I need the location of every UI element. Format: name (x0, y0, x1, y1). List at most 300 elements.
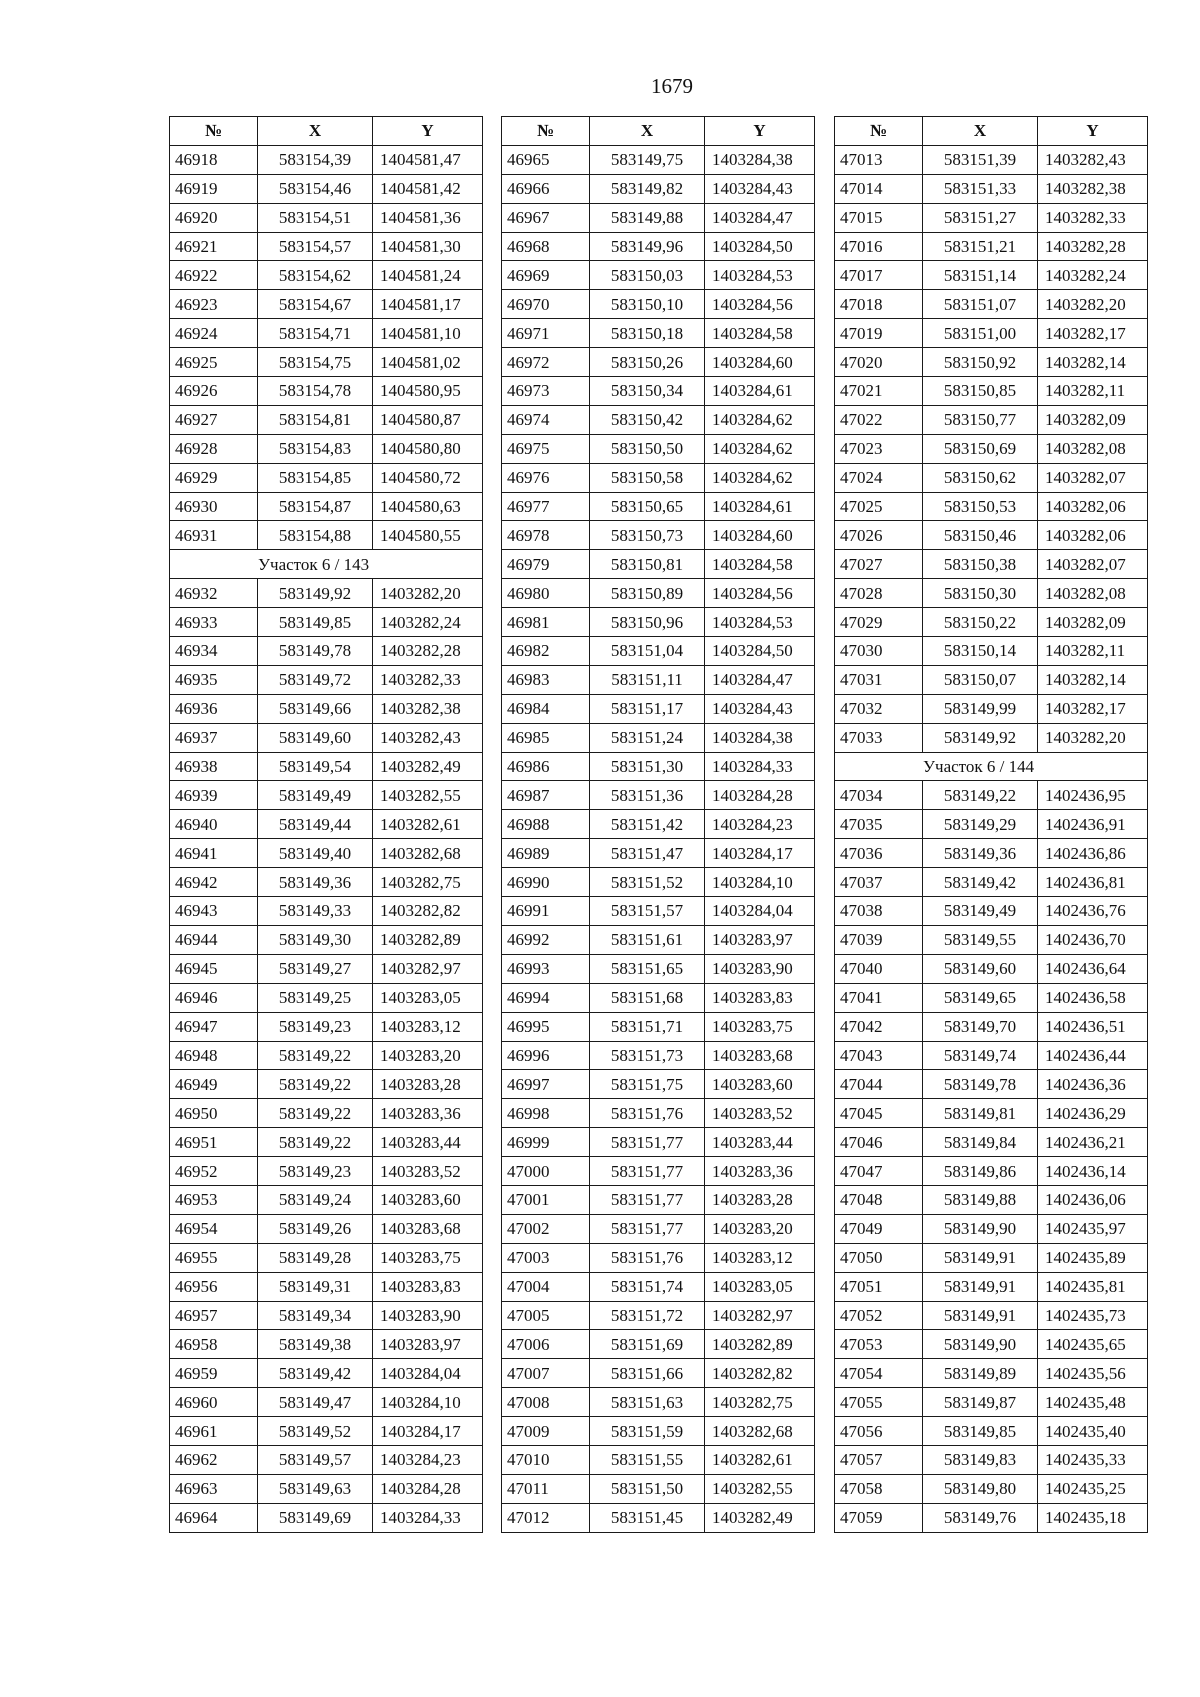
table-row (835, 983, 1148, 1012)
x-coordinate-cell: 583149,25 (258, 983, 373, 1012)
x-coordinate-cell: 583151,68 (590, 983, 705, 1012)
table-row (835, 174, 1148, 203)
x-coordinate-cell: 583151,17 (590, 694, 705, 723)
y-coordinate-cell: 1404580,55 (373, 521, 483, 550)
point-number-cell: 46946 (170, 983, 258, 1012)
x-coordinate-cell: 583154,46 (258, 174, 373, 203)
x-coordinate-cell: 583149,36 (923, 839, 1038, 868)
point-number-cell: 46979 (502, 550, 590, 579)
column-header-x: X (923, 117, 1038, 146)
y-coordinate-cell: 1403282,55 (705, 1474, 815, 1503)
point-number-cell: 46983 (502, 665, 590, 694)
x-coordinate-cell: 583149,22 (923, 781, 1038, 810)
x-coordinate-cell: 583151,77 (590, 1128, 705, 1157)
table-row (502, 1157, 815, 1186)
point-number-cell: 46991 (502, 897, 590, 926)
x-coordinate-cell: 583150,26 (590, 348, 705, 377)
table-row (835, 781, 1148, 810)
y-coordinate-cell: 1403282,24 (373, 608, 483, 637)
x-coordinate-cell: 583149,42 (258, 1359, 373, 1388)
point-number-cell: 46924 (170, 319, 258, 348)
table-row (502, 290, 815, 319)
x-coordinate-cell: 583150,07 (923, 665, 1038, 694)
point-number-cell: 46952 (170, 1157, 258, 1186)
table-row (170, 1012, 483, 1041)
y-coordinate-cell: 1403283,44 (373, 1128, 483, 1157)
y-coordinate-cell: 1403284,62 (705, 434, 815, 463)
x-coordinate-cell: 583154,39 (258, 145, 373, 174)
x-coordinate-cell: 583149,86 (923, 1157, 1038, 1186)
point-number-cell: 47047 (835, 1157, 923, 1186)
y-coordinate-cell: 1403282,97 (705, 1301, 815, 1330)
x-coordinate-cell: 583151,21 (923, 232, 1038, 261)
y-coordinate-cell: 1402435,33 (1038, 1445, 1148, 1474)
point-number-cell: 47055 (835, 1388, 923, 1417)
y-coordinate-cell: 1403282,33 (1038, 203, 1148, 232)
y-coordinate-cell: 1403283,52 (373, 1157, 483, 1186)
x-coordinate-cell: 583149,63 (258, 1474, 373, 1503)
y-coordinate-cell: 1403282,55 (373, 781, 483, 810)
table-row (502, 1301, 815, 1330)
point-number-cell: 47058 (835, 1474, 923, 1503)
x-coordinate-cell: 583149,22 (258, 1041, 373, 1070)
x-coordinate-cell: 583151,14 (923, 261, 1038, 290)
column-header-x: X (258, 117, 373, 146)
y-coordinate-cell: 1403283,20 (705, 1214, 815, 1243)
x-coordinate-cell: 583149,81 (923, 1099, 1038, 1128)
y-coordinate-cell: 1404580,87 (373, 405, 483, 434)
point-number-cell: 47001 (502, 1185, 590, 1214)
y-coordinate-cell: 1403282,68 (705, 1417, 815, 1446)
x-coordinate-cell: 583149,78 (923, 1070, 1038, 1099)
table-row (170, 1503, 483, 1532)
x-coordinate-cell: 583149,29 (923, 810, 1038, 839)
table-row (835, 637, 1148, 666)
x-coordinate-cell: 583154,51 (258, 203, 373, 232)
table-row (502, 1272, 815, 1301)
x-coordinate-cell: 583150,22 (923, 608, 1038, 637)
table-row (502, 839, 815, 868)
point-number-cell: 47052 (835, 1301, 923, 1330)
point-number-cell: 46942 (170, 868, 258, 897)
point-number-cell: 46958 (170, 1330, 258, 1359)
table-row (835, 377, 1148, 406)
point-number-cell: 46949 (170, 1070, 258, 1099)
x-coordinate-cell: 583149,85 (258, 608, 373, 637)
y-coordinate-cell: 1403282,28 (373, 637, 483, 666)
table-row (502, 897, 815, 926)
point-number-cell: 46922 (170, 261, 258, 290)
x-coordinate-cell: 583150,42 (590, 405, 705, 434)
point-number-cell: 47045 (835, 1099, 923, 1128)
x-coordinate-cell: 583151,77 (590, 1214, 705, 1243)
x-coordinate-cell: 583150,50 (590, 434, 705, 463)
x-coordinate-cell: 583151,00 (923, 319, 1038, 348)
point-number-cell: 46967 (502, 203, 590, 232)
table-row (835, 839, 1148, 868)
point-number-cell: 46961 (170, 1417, 258, 1446)
x-coordinate-cell: 583149,90 (923, 1214, 1038, 1243)
table-row (170, 983, 483, 1012)
y-coordinate-cell: 1403282,17 (1038, 694, 1148, 723)
table-row (502, 1128, 815, 1157)
y-coordinate-cell: 1403282,89 (705, 1330, 815, 1359)
table-row (835, 319, 1148, 348)
x-coordinate-cell: 583149,65 (923, 983, 1038, 1012)
y-coordinate-cell: 1403284,28 (373, 1474, 483, 1503)
y-coordinate-cell: 1404581,24 (373, 261, 483, 290)
x-coordinate-cell: 583151,72 (590, 1301, 705, 1330)
table-row (835, 1301, 1148, 1330)
point-number-cell: 47024 (835, 463, 923, 492)
y-coordinate-cell: 1403284,04 (705, 897, 815, 926)
table-row (170, 174, 483, 203)
table-row (170, 723, 483, 752)
table-row (502, 1330, 815, 1359)
x-coordinate-cell: 583149,52 (258, 1417, 373, 1446)
y-coordinate-cell: 1403284,56 (705, 290, 815, 319)
y-coordinate-cell: 1403284,47 (705, 665, 815, 694)
point-number-cell: 47011 (502, 1474, 590, 1503)
table-row (835, 1503, 1148, 1532)
point-number-cell: 47028 (835, 579, 923, 608)
point-number-cell: 46959 (170, 1359, 258, 1388)
x-coordinate-cell: 583149,57 (258, 1445, 373, 1474)
x-coordinate-cell: 583149,91 (923, 1301, 1038, 1330)
x-coordinate-cell: 583149,49 (258, 781, 373, 810)
y-coordinate-cell: 1403284,43 (705, 694, 815, 723)
table-row (502, 1099, 815, 1128)
x-coordinate-cell: 583149,82 (590, 174, 705, 203)
y-coordinate-cell: 1403283,52 (705, 1099, 815, 1128)
column-header-number: № (170, 117, 258, 146)
point-number-cell: 46938 (170, 752, 258, 781)
y-coordinate-cell: 1402436,06 (1038, 1185, 1148, 1214)
y-coordinate-cell: 1402436,64 (1038, 954, 1148, 983)
x-coordinate-cell: 583150,62 (923, 463, 1038, 492)
x-coordinate-cell: 583149,54 (258, 752, 373, 781)
point-number-cell: 47044 (835, 1070, 923, 1099)
y-coordinate-cell: 1404581,10 (373, 319, 483, 348)
point-number-cell: 47000 (502, 1157, 590, 1186)
table-row (170, 232, 483, 261)
point-number-cell: 47040 (835, 954, 923, 983)
x-coordinate-cell: 583150,69 (923, 434, 1038, 463)
x-coordinate-cell: 583151,59 (590, 1417, 705, 1446)
y-coordinate-cell: 1403283,60 (705, 1070, 815, 1099)
y-coordinate-cell: 1402436,70 (1038, 925, 1148, 954)
point-number-cell: 46996 (502, 1041, 590, 1070)
y-coordinate-cell: 1402436,36 (1038, 1070, 1148, 1099)
table-row (502, 1503, 815, 1532)
point-number-cell: 46962 (170, 1445, 258, 1474)
y-coordinate-cell: 1403283,83 (705, 983, 815, 1012)
table-row (835, 1070, 1148, 1099)
table-row (502, 232, 815, 261)
y-coordinate-cell: 1403282,82 (373, 897, 483, 926)
point-number-cell: 46985 (502, 723, 590, 752)
table-row (502, 1474, 815, 1503)
y-coordinate-cell: 1404581,42 (373, 174, 483, 203)
point-number-cell: 46939 (170, 781, 258, 810)
point-number-cell: 46929 (170, 463, 258, 492)
point-number-cell: 46923 (170, 290, 258, 319)
y-coordinate-cell: 1403282,20 (1038, 290, 1148, 319)
table-row (502, 1359, 815, 1388)
y-coordinate-cell: 1403282,61 (705, 1445, 815, 1474)
x-coordinate-cell: 583151,33 (923, 174, 1038, 203)
table-row (502, 377, 815, 406)
x-coordinate-cell: 583149,70 (923, 1012, 1038, 1041)
x-coordinate-cell: 583149,91 (923, 1243, 1038, 1272)
point-number-cell: 47048 (835, 1185, 923, 1214)
y-coordinate-cell: 1403283,60 (373, 1185, 483, 1214)
point-number-cell: 46981 (502, 608, 590, 637)
point-number-cell: 47019 (835, 319, 923, 348)
x-coordinate-cell: 583151,39 (923, 145, 1038, 174)
point-number-cell: 47059 (835, 1503, 923, 1532)
y-coordinate-cell: 1403282,06 (1038, 492, 1148, 521)
x-coordinate-cell: 583151,76 (590, 1099, 705, 1128)
y-coordinate-cell: 1402436,51 (1038, 1012, 1148, 1041)
table-row (502, 405, 815, 434)
y-coordinate-cell: 1403282,82 (705, 1359, 815, 1388)
point-number-cell: 47018 (835, 290, 923, 319)
y-coordinate-cell: 1402435,81 (1038, 1272, 1148, 1301)
point-number-cell: 46947 (170, 1012, 258, 1041)
table-header-row (835, 117, 1148, 146)
y-coordinate-cell: 1403282,11 (1038, 377, 1148, 406)
table-row (835, 290, 1148, 319)
y-coordinate-cell: 1402435,97 (1038, 1214, 1148, 1243)
table-row (502, 319, 815, 348)
y-coordinate-cell: 1403283,68 (705, 1041, 815, 1070)
point-number-cell: 46920 (170, 203, 258, 232)
point-number-cell: 46941 (170, 839, 258, 868)
table-row (170, 752, 483, 781)
table-row (170, 1330, 483, 1359)
x-coordinate-cell: 583149,55 (923, 925, 1038, 954)
y-coordinate-cell: 1403283,28 (373, 1070, 483, 1099)
table-row (835, 492, 1148, 521)
section-row (835, 752, 1148, 781)
y-coordinate-cell: 1403282,07 (1038, 550, 1148, 579)
x-coordinate-cell: 583151,47 (590, 839, 705, 868)
table-row (170, 665, 483, 694)
table-row (502, 1243, 815, 1272)
x-coordinate-cell: 583149,92 (923, 723, 1038, 752)
x-coordinate-cell: 583154,57 (258, 232, 373, 261)
table-row (502, 348, 815, 377)
y-coordinate-cell: 1403284,38 (705, 145, 815, 174)
point-number-cell: 46921 (170, 232, 258, 261)
y-coordinate-cell: 1403282,75 (705, 1388, 815, 1417)
x-coordinate-cell: 583149,66 (258, 694, 373, 723)
y-coordinate-cell: 1403283,75 (705, 1012, 815, 1041)
point-number-cell: 46927 (170, 405, 258, 434)
x-coordinate-cell: 583149,84 (923, 1128, 1038, 1157)
x-coordinate-cell: 583150,81 (590, 550, 705, 579)
x-coordinate-cell: 583149,40 (258, 839, 373, 868)
x-coordinate-cell: 583150,30 (923, 579, 1038, 608)
y-coordinate-cell: 1403283,90 (373, 1301, 483, 1330)
point-number-cell: 47032 (835, 694, 923, 723)
point-number-cell: 46937 (170, 723, 258, 752)
point-number-cell: 46999 (502, 1128, 590, 1157)
point-number-cell: 47010 (502, 1445, 590, 1474)
point-number-cell: 46972 (502, 348, 590, 377)
point-number-cell: 46944 (170, 925, 258, 954)
x-coordinate-cell: 583149,42 (923, 868, 1038, 897)
y-coordinate-cell: 1403282,11 (1038, 637, 1148, 666)
point-number-cell: 46932 (170, 579, 258, 608)
x-coordinate-cell: 583151,63 (590, 1388, 705, 1417)
table-row (502, 550, 815, 579)
table-row (502, 1070, 815, 1099)
y-coordinate-cell: 1403282,49 (373, 752, 483, 781)
x-coordinate-cell: 583149,92 (258, 579, 373, 608)
y-coordinate-cell: 1403284,61 (705, 377, 815, 406)
point-number-cell: 46978 (502, 521, 590, 550)
table-row (502, 1388, 815, 1417)
table-row (170, 1041, 483, 1070)
point-number-cell: 47035 (835, 810, 923, 839)
point-number-cell: 47043 (835, 1041, 923, 1070)
x-coordinate-cell: 583154,62 (258, 261, 373, 290)
x-coordinate-cell: 583149,38 (258, 1330, 373, 1359)
point-number-cell: 47034 (835, 781, 923, 810)
table-row (170, 1388, 483, 1417)
point-number-cell: 47021 (835, 377, 923, 406)
table-row (170, 290, 483, 319)
x-coordinate-cell: 583151,61 (590, 925, 705, 954)
x-coordinate-cell: 583150,38 (923, 550, 1038, 579)
table-row (502, 1041, 815, 1070)
x-coordinate-cell: 583154,88 (258, 521, 373, 550)
table-row (170, 463, 483, 492)
table-row (170, 1417, 483, 1446)
point-number-cell: 46925 (170, 348, 258, 377)
y-coordinate-cell: 1403282,07 (1038, 463, 1148, 492)
x-coordinate-cell: 583151,30 (590, 752, 705, 781)
x-coordinate-cell: 583150,65 (590, 492, 705, 521)
point-number-cell: 46936 (170, 694, 258, 723)
table-row (502, 261, 815, 290)
table-row (170, 579, 483, 608)
y-coordinate-cell: 1403284,10 (373, 1388, 483, 1417)
x-coordinate-cell: 583150,58 (590, 463, 705, 492)
x-coordinate-cell: 583149,69 (258, 1503, 373, 1532)
x-coordinate-cell: 583149,22 (258, 1128, 373, 1157)
x-coordinate-cell: 583151,76 (590, 1243, 705, 1272)
table-row (170, 897, 483, 926)
point-number-cell: 47002 (502, 1214, 590, 1243)
x-coordinate-cell: 583150,77 (923, 405, 1038, 434)
x-coordinate-cell: 583149,31 (258, 1272, 373, 1301)
column-header-y: Y (705, 117, 815, 146)
y-coordinate-cell: 1402435,65 (1038, 1330, 1148, 1359)
point-number-cell: 47022 (835, 405, 923, 434)
x-coordinate-cell: 583150,10 (590, 290, 705, 319)
x-coordinate-cell: 583154,67 (258, 290, 373, 319)
table-row (170, 694, 483, 723)
x-coordinate-cell: 583154,75 (258, 348, 373, 377)
y-coordinate-cell: 1403284,60 (705, 348, 815, 377)
point-number-cell: 46963 (170, 1474, 258, 1503)
point-number-cell: 46977 (502, 492, 590, 521)
x-coordinate-cell: 583151,07 (923, 290, 1038, 319)
table-row (170, 868, 483, 897)
table-row (835, 1099, 1148, 1128)
table-row (835, 1041, 1148, 1070)
y-coordinate-cell: 1403284,33 (705, 752, 815, 781)
y-coordinate-cell: 1403283,97 (373, 1330, 483, 1359)
point-number-cell: 46968 (502, 232, 590, 261)
x-coordinate-cell: 583149,89 (923, 1359, 1038, 1388)
y-coordinate-cell: 1402436,86 (1038, 839, 1148, 868)
x-coordinate-cell: 583151,50 (590, 1474, 705, 1503)
table-row (502, 1417, 815, 1446)
y-coordinate-cell: 1403284,61 (705, 492, 815, 521)
table-row (835, 694, 1148, 723)
table-row (170, 954, 483, 983)
y-coordinate-cell: 1402435,40 (1038, 1417, 1148, 1446)
table-row (170, 637, 483, 666)
y-coordinate-cell: 1404581,30 (373, 232, 483, 261)
point-number-cell: 46940 (170, 810, 258, 839)
point-number-cell: 46974 (502, 405, 590, 434)
point-number-cell: 47005 (502, 1301, 590, 1330)
point-number-cell: 46980 (502, 579, 590, 608)
point-number-cell: 46954 (170, 1214, 258, 1243)
column-header-x: X (590, 117, 705, 146)
y-coordinate-cell: 1404580,95 (373, 377, 483, 406)
point-number-cell: 46992 (502, 925, 590, 954)
point-number-cell: 46918 (170, 145, 258, 174)
x-coordinate-cell: 583149,23 (258, 1012, 373, 1041)
table-row (835, 1157, 1148, 1186)
y-coordinate-cell: 1403283,36 (373, 1099, 483, 1128)
table-row (835, 608, 1148, 637)
y-coordinate-cell: 1403284,38 (705, 723, 815, 752)
point-number-cell: 46994 (502, 983, 590, 1012)
point-number-cell: 47037 (835, 868, 923, 897)
table-row (502, 203, 815, 232)
x-coordinate-cell: 583149,47 (258, 1388, 373, 1417)
table-row (835, 1243, 1148, 1272)
x-coordinate-cell: 583151,77 (590, 1185, 705, 1214)
point-number-cell: 46945 (170, 954, 258, 983)
point-number-cell: 46995 (502, 1012, 590, 1041)
y-coordinate-cell: 1403284,50 (705, 637, 815, 666)
table-row (502, 174, 815, 203)
point-number-cell: 47017 (835, 261, 923, 290)
x-coordinate-cell: 583151,77 (590, 1157, 705, 1186)
point-number-cell: 47029 (835, 608, 923, 637)
table-row (835, 145, 1148, 174)
x-coordinate-cell: 583149,72 (258, 665, 373, 694)
y-coordinate-cell: 1403282,09 (1038, 405, 1148, 434)
table-row (835, 897, 1148, 926)
x-coordinate-cell: 583149,83 (923, 1445, 1038, 1474)
x-coordinate-cell: 583154,83 (258, 434, 373, 463)
y-coordinate-cell: 1404580,72 (373, 463, 483, 492)
y-coordinate-cell: 1403282,97 (373, 954, 483, 983)
y-coordinate-cell: 1402435,18 (1038, 1503, 1148, 1532)
x-coordinate-cell: 583149,23 (258, 1157, 373, 1186)
point-number-cell: 47053 (835, 1330, 923, 1359)
y-coordinate-cell: 1403283,90 (705, 954, 815, 983)
